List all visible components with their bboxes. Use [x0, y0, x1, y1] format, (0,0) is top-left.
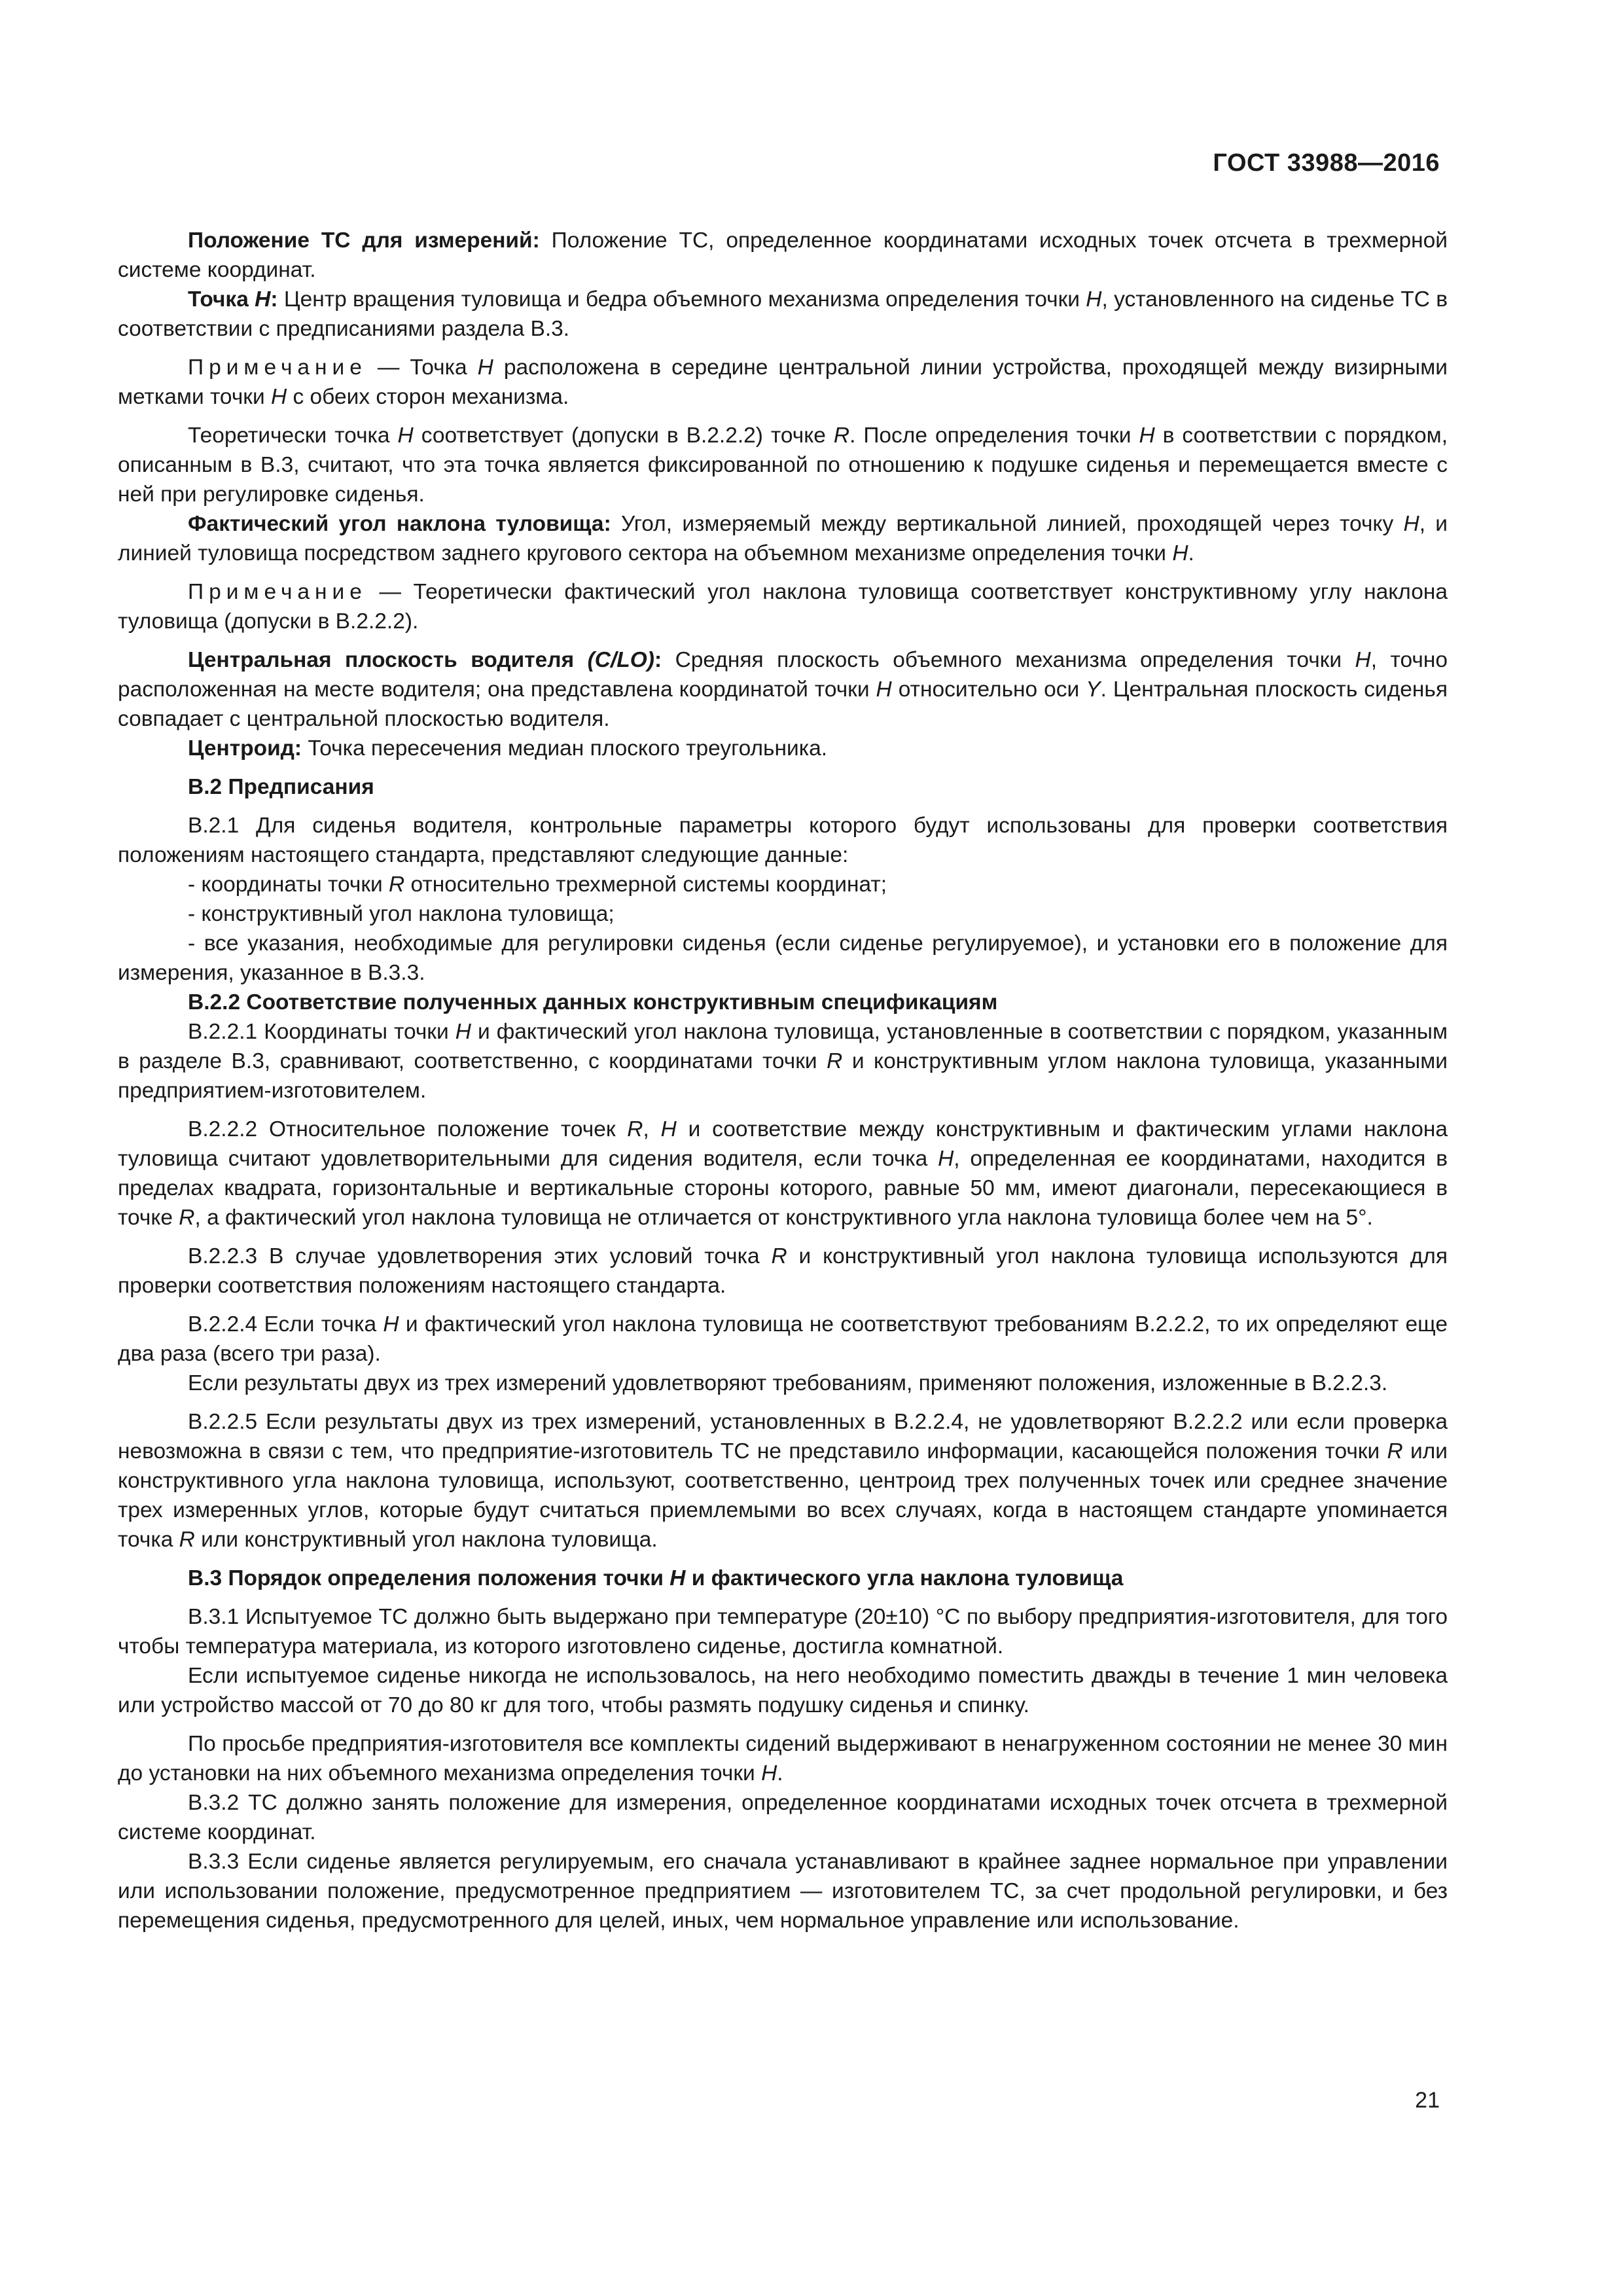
text: в соответствии с порядком, описанным в В.3, считают, что эта точка является фиксированной по отношению к подушке сиденья и перемещается вместе с ней при регулировке сиденья. [118, 423, 1448, 507]
definition-point-h [118, 285, 1448, 344]
definition-text: Угол, измеряемый между вертикальной линией, проходящей через точку [611, 512, 1404, 536]
symbol: R [389, 872, 405, 897]
text: и фактический угол наклона туловища не соответствуют требованиям В.2.2.2, то их определяют еще два раза (всего три раза). [118, 1312, 1448, 1366]
text: . [777, 1761, 783, 1785]
page-number: 21 [1415, 2088, 1440, 2113]
section-heading-b2-2: В.2.2 Соответствие полученных данных конструктивным спецификациям [188, 990, 998, 1014]
definition-text: , установленного на сиденье ТС в соответствии с предписаниями раздела В.3. [118, 287, 1448, 341]
symbol: R [833, 423, 850, 448]
clause-b2-2-4 [118, 1310, 1448, 1369]
standard-code-header: ГОСТ 33988—2016 [1213, 149, 1440, 177]
text: , а фактический угол наклона туловища не отличается от конструктивного угла наклона туловища более чем на 5°. [194, 1206, 1373, 1230]
symbol: R [827, 1049, 843, 1073]
text: и соответствие между конструктивным и фактическим углами наклона туловища считают удовлетворительными для сидения водителя, если точка [118, 1117, 1448, 1171]
definition-text: Положение ТС, определенное координатами исходных точек отсчета в трехмерной системе координат. [118, 228, 1448, 282]
clause-b3-1-request [118, 1729, 1448, 1788]
term: Положение ТС для измерений: [188, 228, 540, 253]
symbol: H [1172, 541, 1188, 565]
clause-b3-3: В.3.3 Если сиденье является регулируемым, его сначала устанавливают в крайнее заднее нормальное при управлении или использовании положение, предусмотренное предприятием — изготовителем ТС, за счет продольной регулировки, и без перемещения сиденья, предусмотренного для целей, иных, чем нормальное управление или использование. [118, 1850, 1448, 1933]
term [188, 287, 278, 312]
term-part: : [270, 287, 278, 312]
symbol: H [761, 1761, 777, 1785]
symbol: H [455, 1020, 471, 1044]
definition-centroid [118, 734, 1448, 763]
definition-vehicle-position [118, 226, 1448, 285]
symbol: R [179, 1528, 195, 1552]
symbol: R [627, 1117, 643, 1141]
symbol: H [1355, 648, 1371, 672]
document-body [118, 226, 1448, 1935]
text: В.2.2.4 Если точка [188, 1312, 383, 1336]
note-text: — Теоретически фактический угол наклона туловища соответствует конструктивному углу наклона туловища (допуски в В.2.2.2). [118, 580, 1448, 634]
text: и конструктивный угол наклона туловища используются для проверки соответствия положениям настоящего стандарта. [118, 1244, 1448, 1298]
definition-text: , и линией туловища посредством заднего кругового сектора на объемном механизме определения точки [118, 512, 1448, 565]
text: - координаты точки [188, 872, 389, 897]
symbol: R [771, 1244, 787, 1268]
term-part: Центральная плоскость водителя [188, 648, 588, 672]
text: В.2.2.1 Координаты точки [188, 1020, 455, 1044]
symbol: H [876, 677, 892, 702]
symbol: H [660, 1117, 677, 1141]
definition-text: Центр вращения туловища и бедра объемного механизма определения точки [277, 287, 1086, 312]
term-symbol: (C/LO) [587, 648, 654, 672]
symbol: H [477, 355, 493, 380]
symbol: H [270, 385, 287, 409]
note-2 [118, 577, 1448, 636]
heading-text: В.3 Порядок определения положения точки [188, 1566, 670, 1590]
symbol: R [1387, 1439, 1403, 1463]
definition-text: . Центральная плоскость сиденья совпадает с центральной плоскостью водителя. [118, 677, 1448, 731]
note-label: Примечание [188, 580, 367, 604]
text: или конструктивного угла наклона туловища, используют, соответственно, центроид трех полученных точек или среднее значение трех измеренных углов, которые будут считаться приемлемыми во всех случаях, когда в настоящем стандарте упоминается точка [118, 1439, 1448, 1552]
text: или конструктивный угол наклона туловища. [194, 1528, 658, 1552]
section-heading-b3 [118, 1564, 1448, 1593]
term: Центроид: [188, 736, 302, 761]
definition-torso-angle [118, 509, 1448, 568]
symbol: H [1403, 512, 1419, 536]
term-part: Точка [188, 287, 255, 312]
symbol: H [1139, 423, 1155, 448]
clause-b2-1: В.2.1 Для сиденья водителя, контрольные параметры которого будут использованы для проверки соответствия положениям настоящего стандарта, представляют следующие данные: [118, 814, 1448, 867]
symbol: H [1086, 287, 1102, 312]
note-text: с обеих сторон механизма. [287, 385, 569, 409]
clause-b3-2: В.3.2 ТС должно занять положение для измерения, определенное координатами исходных точек отсчета в трехмерной системе координат. [118, 1791, 1448, 1844]
text: . После определения точки [849, 423, 1139, 448]
clause-b2-2-1 [118, 1017, 1448, 1105]
definition-text: относительно оси [891, 677, 1086, 702]
heading-text: и фактического угла наклона туловища [685, 1566, 1124, 1590]
list-item [118, 870, 1448, 899]
note-1 [118, 353, 1448, 412]
text: и фактический угол наклона туловища, установленные в соответствии с порядком, указанным в разделе В.3, сравнивают, соответственно, с координатами точки [118, 1020, 1448, 1073]
section-heading-b2: В.2 Предписания [188, 775, 374, 799]
note-label: Примечание [188, 355, 367, 380]
list-item: - все указания, необходимые для регулировки сиденья (если сиденье регулируемое), и установки его в положение для измерения, указанное в В.3.3. [118, 931, 1448, 985]
note-text: — Точка [366, 355, 478, 380]
text: Теоретически точка [188, 423, 398, 448]
symbol: H [669, 1566, 686, 1590]
definition-driver-plane [118, 645, 1448, 734]
symbol: R [179, 1206, 195, 1230]
term [188, 648, 662, 672]
text: , [643, 1117, 661, 1141]
text: соответствует (допуски в В.2.2.2) точке [413, 423, 834, 448]
clause-b2-2-3 [118, 1242, 1448, 1300]
definition-text: , точно расположенная на месте водителя; она представлена координатой точки [118, 648, 1448, 702]
text: В.2.2.3 В случае удовлетворения этих условий точка [188, 1244, 772, 1268]
text: и конструктивным углом наклона туловища, указанными предприятием-изготовителем. [118, 1049, 1448, 1103]
clause-b3-1: В.3.1 Испытуемое ТС должно быть выдержано при температуре (20±10) °С по выбору предприятия-изготовителя, для того чтобы температура материала, из которого изготовлено сиденье, достигла комнатной. [118, 1605, 1448, 1659]
definition-text: Средняя плоскость объемного механизма определения точки [662, 648, 1355, 672]
clause-b2-2-2 [118, 1115, 1448, 1232]
paragraph-theoretical-point [118, 421, 1448, 509]
term-part: : [654, 648, 662, 672]
text: относительно трехмерной системы координат; [404, 872, 887, 897]
term-symbol: H [255, 287, 271, 312]
definition-text: Точка пересечения медиан плоского треугольника. [302, 736, 828, 761]
text: , определенная ее координатами, находится в пределах квадрата, горизонтальные и вертикальные стороны которого, равные 50 мм, имеют диагонали, пересекающиеся в точке [118, 1147, 1448, 1230]
symbol: Y [1086, 677, 1101, 702]
note-text: расположена в середине центральной линии устройства, проходящей между визирными метками точки [118, 355, 1448, 409]
definition-text: . [1188, 541, 1194, 565]
text: По просьбе предприятия-изготовителя все комплекты сидений выдерживают в ненагруженном состоянии не менее 30 мин до установки на них объемного механизма определения точки [118, 1732, 1448, 1785]
clause-b2-2-4-continued: Если результаты двух из трех измерений удовлетворяют требованиям, применяют положения, изложенные в В.2.2.3. [188, 1371, 1388, 1395]
term: Фактический угол наклона туловища: [188, 512, 611, 536]
symbol: H [397, 423, 414, 448]
text: В.2.2.5 Если результаты двух из трех измерений, установленных в В.2.2.4, не удовлетворяют В.2.2.2 или если проверка невозможна в связи с тем, что предприятие-изготовитель ТС не представило информации, касающейся положения точки [118, 1410, 1448, 1463]
symbol: H [383, 1312, 399, 1336]
clause-b2-2-5 [118, 1407, 1448, 1554]
list-item: - конструктивный угол наклона туловища; [188, 902, 615, 926]
text: В.2.2.2 Относительное положение точек [188, 1117, 628, 1141]
symbol: H [938, 1147, 954, 1171]
clause-b3-1-continued: Если испытуемое сиденье никогда не использовалось, на него необходимо поместить дважды в течение 1 мин человека или устройство массой от 70 до 80 кг для того, чтобы размять подушку сиденья и спинку. [118, 1664, 1448, 1717]
